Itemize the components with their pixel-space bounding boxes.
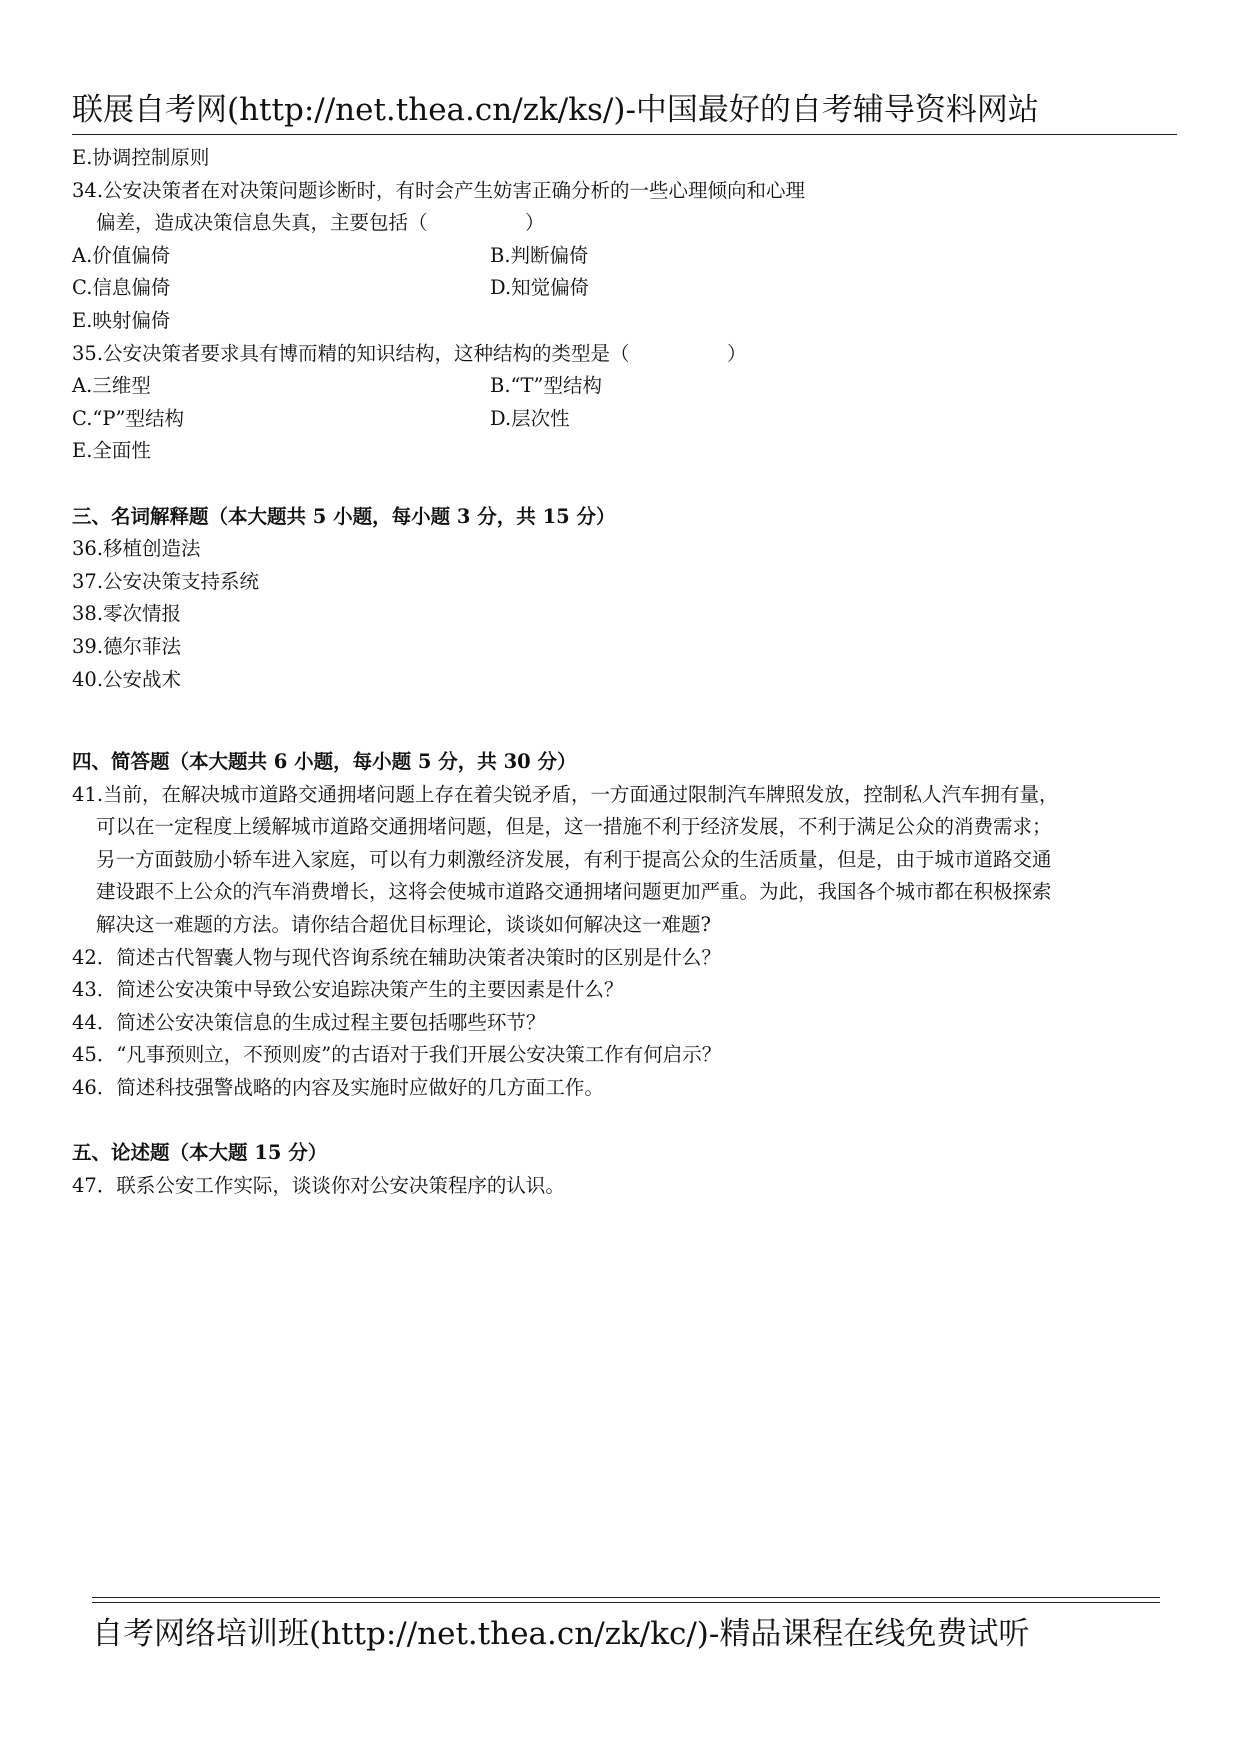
q35-stem: 35.公安决策者要求具有博而精的知识结构，这种结构的类型是（ ）	[72, 341, 747, 365]
q41-line5: 解决这一难题的方法。请你结合超优目标理论，谈谈如何解决这一难题?	[96, 913, 711, 937]
list-item: 42．简述古代智囊人物与现代咨询系统在辅助决策者决策时的区别是什么？	[72, 945, 721, 969]
footer-text: 自考网络培训班(http://net.thea.cn/zk/kc/)-精品课程在线免费试听	[92, 1616, 1030, 1652]
page-footer	[92, 1612, 1192, 1656]
exam-content	[72, 142, 1177, 1202]
q35-option-b: B.“T”型结构	[490, 374, 602, 398]
q34-option-e: E.映射偏倚	[72, 308, 171, 332]
footer-divider	[92, 1597, 1160, 1603]
list-item: 45．“凡事预则立，不预则废”的古语对于我们开展公安决策工作有何启示？	[72, 1043, 722, 1067]
q34-options-ab	[72, 240, 1177, 273]
q35-options-ab	[72, 370, 1177, 403]
section5-heading: 五、论述题（本大题 15 分）	[72, 1141, 328, 1165]
q35-option-e: E.全面性	[72, 439, 151, 463]
q34-options-cd	[72, 272, 1177, 305]
list-item: 40.公安战术	[72, 667, 182, 691]
list-item: 37.公安决策支持系统	[72, 569, 260, 593]
list-item: 39.德尔菲法	[72, 634, 182, 658]
q34-option-c: C.信息偏倚	[72, 276, 171, 300]
q34-option-d: D.知觉偏倚	[490, 276, 590, 300]
q34-option-b: B.判断偏倚	[490, 243, 589, 267]
q33-option-e: E.协调控制原则	[72, 146, 210, 169]
q35-option-d: D.层次性	[490, 406, 570, 430]
q35-options-cd	[72, 403, 1177, 436]
q47: 47．联系公安工作实际，谈谈你对公安决策程序的认识。	[72, 1173, 565, 1197]
list-item: 36.移植创造法	[72, 537, 201, 561]
q41-line4: 建设跟不上公众的汽车消费增长，这将会使城市道路交通拥堵问题更加严重。为此，我国各个城市都在积极探索	[96, 880, 1052, 904]
q34-stem-line2: 偏差，造成决策信息失真，主要包括（ ）	[96, 211, 545, 235]
list-item: 46．简述科技强警战略的内容及实施时应做好的几方面工作。	[72, 1076, 604, 1100]
q34-option-a: A.价值偏倚	[72, 243, 171, 267]
q34-stem-line1: 34.公安决策者在对决策问题诊断时，有时会产生妨害正确分析的一些心理倾向和心理	[72, 178, 806, 202]
header-title: 联展自考网(http://net.thea.cn/zk/ks/)-中国最好的自考辅导资料网站	[72, 92, 1039, 128]
page-header	[72, 88, 1177, 135]
q35-option-c: C.“P”型结构	[72, 406, 184, 430]
q35-option-a: A.三维型	[72, 374, 151, 398]
q41-line1: 41.当前，在解决城市道路交通拥堵问题上存在着尖锐矛盾，一方面通过限制汽车牌照发放，控制私人汽车拥有量，	[72, 782, 1059, 806]
q41-line2: 可以在一定程度上缓解城市道路交通拥堵问题，但是，这一措施不利于经济发展，不利于满足公众的消费需求；	[96, 815, 1052, 839]
section4-heading: 四、简答题（本大题共 6 小题，每小题 5 分，共 30 分）	[72, 750, 577, 774]
list-item: 38.零次情报	[72, 602, 182, 626]
q41-line3: 另一方面鼓励小轿车进入家庭，可以有力刺激经济发展，有利于提高公众的生活质量，但是，由于城市道路交通	[96, 847, 1052, 871]
list-item: 44．简述公安决策信息的生成过程主要包括哪些环节？	[72, 1010, 546, 1034]
list-item: 43．简述公安决策中导致公安追踪决策产生的主要因素是什么？	[72, 978, 624, 1002]
section3-heading: 三、名词解释题（本大题共 5 小题，每小题 3 分，共 15 分）	[72, 504, 616, 528]
